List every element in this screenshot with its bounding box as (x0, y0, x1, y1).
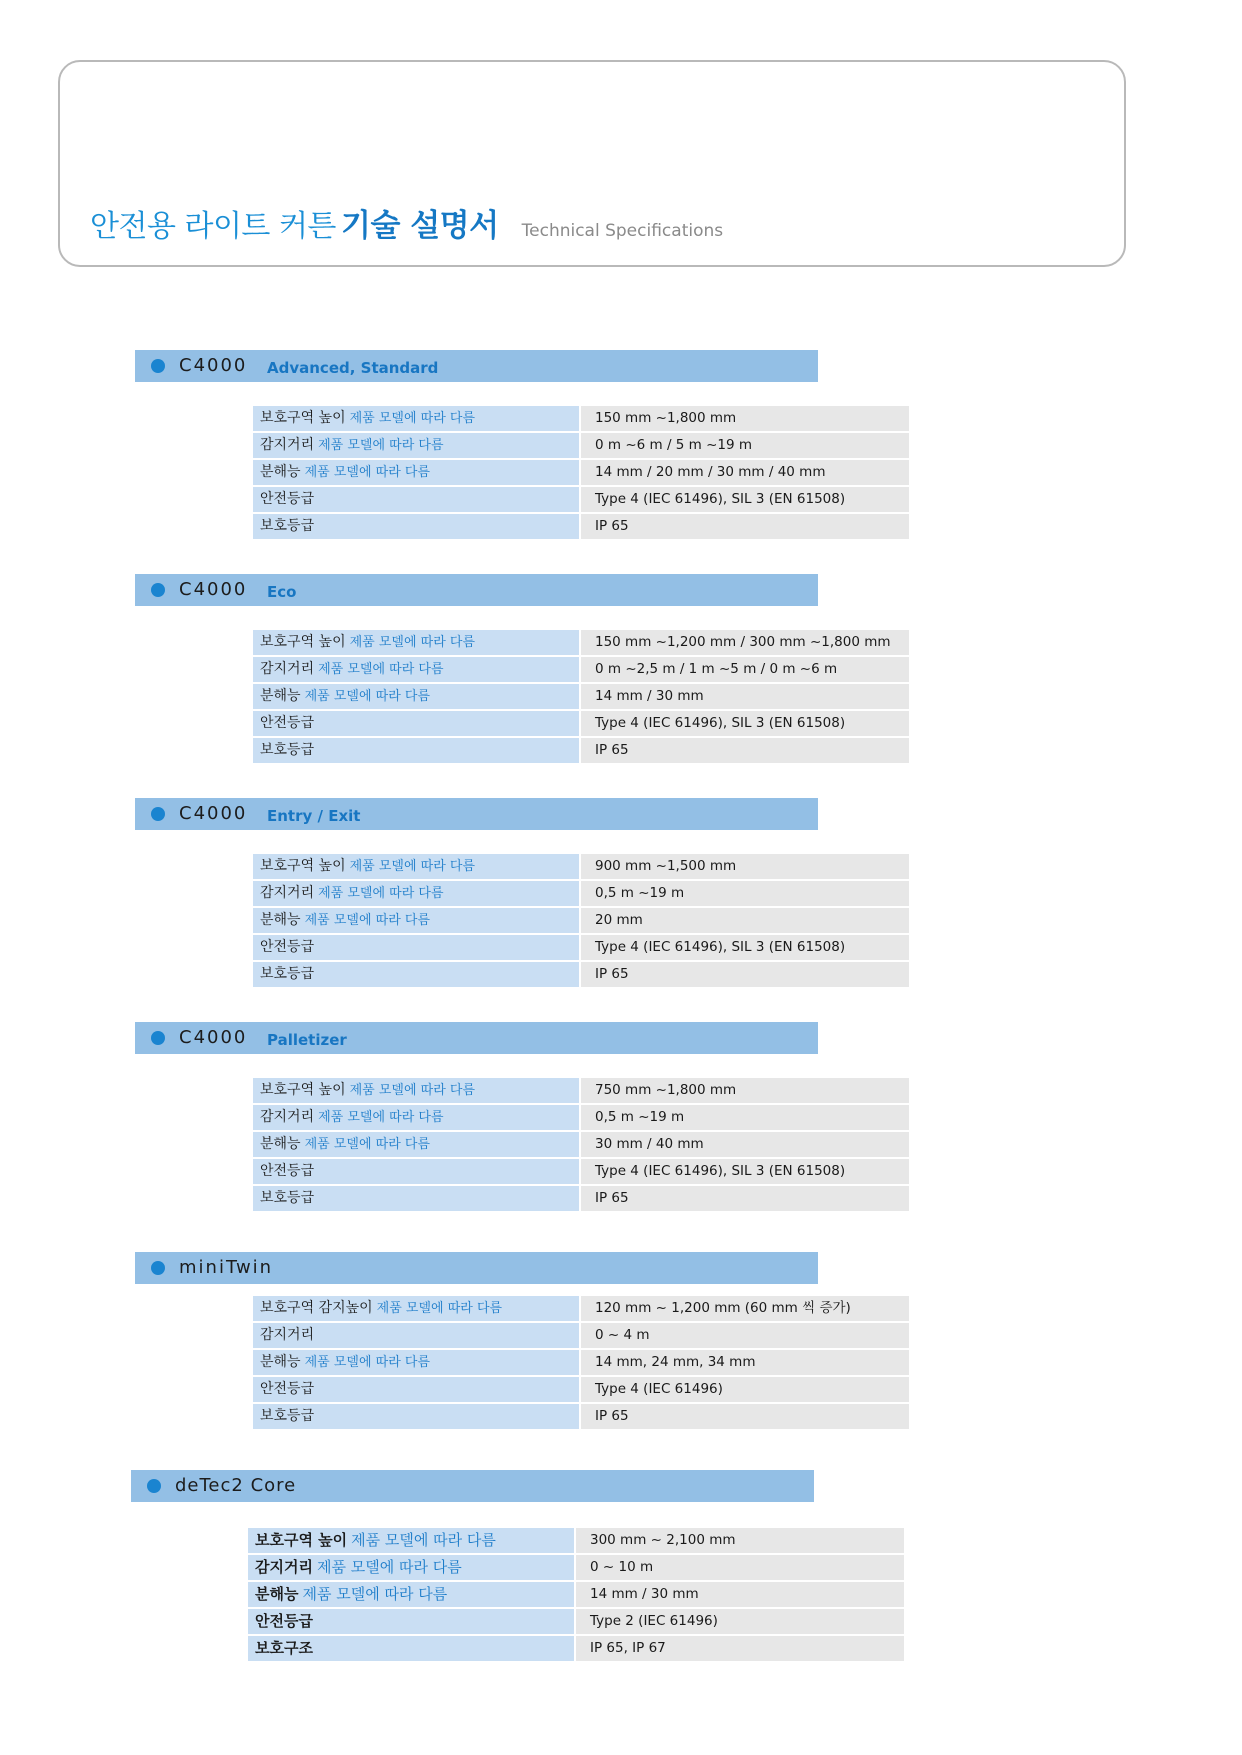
spec-label-cell (253, 738, 579, 763)
spec-value: 120 mm ~ 1,200 mm (60 mm 씩 증가) (581, 1296, 909, 1321)
bullet-dot-icon (151, 1031, 165, 1045)
spec-label: 안전등급 (260, 939, 315, 955)
header-box (58, 60, 1126, 267)
section-title: C4000 (179, 355, 248, 376)
table-row (253, 630, 909, 657)
spec-note: 제품 모델에 따라 다름 (318, 438, 444, 453)
spec-value: IP 65 (581, 1404, 909, 1429)
spec-label-cell (248, 1555, 574, 1580)
spec-table (248, 1528, 904, 1663)
table-row (253, 962, 909, 989)
spec-label: 안전등급 (260, 1163, 315, 1179)
section-title: miniTwin (179, 1257, 274, 1278)
spec-table (253, 630, 909, 765)
title-main: 안전용 라이트 커튼 (90, 209, 336, 244)
spec-label-cell (248, 1582, 574, 1607)
spec-note: 제품 모델에 따라 다름 (302, 1585, 448, 1603)
table-row (253, 684, 909, 711)
section-header-bar (135, 1022, 818, 1054)
spec-value: IP 65 (581, 738, 909, 763)
spec-label-cell (253, 1132, 579, 1157)
table-row (253, 1078, 909, 1105)
spec-note: 제품 모델에 따라 다름 (318, 1110, 444, 1125)
spec-note: 제품 모델에 따라 다름 (304, 913, 430, 928)
spec-value: 0,5 m ~19 m (581, 1105, 909, 1130)
spec-table (253, 1296, 909, 1431)
spec-label-cell (248, 1609, 574, 1634)
spec-label: 보호구역 높이 (255, 1531, 348, 1549)
table-row (253, 1350, 909, 1377)
spec-note: 제품 모델에 따라 다름 (318, 662, 444, 677)
spec-note: 제품 모델에 따라 다름 (376, 1301, 503, 1316)
section-header-bar (135, 798, 818, 830)
table-row (253, 854, 909, 881)
spec-label-cell (248, 1528, 574, 1553)
spec-note: 제품 모델에 따라 다름 (351, 1531, 496, 1549)
spec-value: Type 2 (IEC 61496) (576, 1609, 904, 1634)
spec-value: 20 mm (581, 908, 909, 933)
spec-label: 보호구역 높이 (260, 858, 346, 874)
spec-label-cell (253, 630, 579, 655)
spec-label-cell (253, 1186, 579, 1211)
spec-label: 보호구역 감지높이 (260, 1300, 373, 1316)
bullet-dot-icon (151, 807, 165, 821)
section-title: C4000 (179, 803, 248, 824)
spec-label: 분해능 (260, 1354, 301, 1370)
bullet-dot-icon (151, 1261, 165, 1275)
spec-value: IP 65 (581, 514, 909, 539)
spec-value: 30 mm / 40 mm (581, 1132, 909, 1157)
table-row (253, 1159, 909, 1186)
spec-label: 감지거리 (260, 1327, 315, 1343)
spec-label-cell (253, 657, 579, 682)
spec-label-cell (253, 1159, 579, 1184)
table-row (253, 1296, 909, 1323)
table-row (248, 1528, 904, 1555)
spec-value: 0,5 m ~19 m (581, 881, 909, 906)
spec-note: 제품 모델에 따라 다름 (304, 465, 430, 480)
spec-value: IP 65, IP 67 (576, 1636, 904, 1661)
table-row (253, 1323, 909, 1350)
spec-label-cell (253, 881, 579, 906)
spec-value: 14 mm, 24 mm, 34 mm (581, 1350, 909, 1375)
section-header-bar (135, 574, 818, 606)
spec-value: IP 65 (581, 962, 909, 987)
table-row (253, 433, 909, 460)
section-subtitle: Palletizer (267, 1031, 347, 1049)
spec-label: 보호구역 높이 (260, 1082, 346, 1098)
section-title: C4000 (179, 579, 248, 600)
spec-label: 보호구조 (255, 1639, 313, 1657)
spec-label-cell (253, 1350, 579, 1375)
spec-label: 감지거리 (260, 885, 315, 901)
spec-label: 보호등급 (260, 518, 315, 534)
spec-label: 감지거리 (260, 661, 315, 677)
spec-note: 제품 모델에 따라 다름 (318, 886, 444, 901)
spec-label-cell (253, 1105, 579, 1130)
table-row (253, 460, 909, 487)
spec-label-cell (253, 1323, 579, 1348)
title-english: Technical Specifications (521, 221, 724, 241)
spec-table (253, 406, 909, 541)
table-row (253, 1105, 909, 1132)
table-row (253, 1132, 909, 1159)
spec-label: 감지거리 (260, 1109, 315, 1125)
spec-value: Type 4 (IEC 61496), SIL 3 (EN 61508) (581, 487, 909, 512)
spec-value: Type 4 (IEC 61496), SIL 3 (EN 61508) (581, 1159, 909, 1184)
page-title (90, 200, 723, 245)
spec-label-cell (253, 711, 579, 736)
spec-label-cell (253, 460, 579, 485)
spec-label: 분해능 (260, 912, 301, 928)
spec-note: 제품 모델에 따라 다름 (349, 635, 476, 650)
spec-note: 제품 모델에 따라 다름 (304, 1355, 430, 1370)
spec-label: 보호등급 (260, 742, 315, 758)
spec-label-cell (253, 1377, 579, 1402)
table-row (253, 738, 909, 765)
spec-label: 보호등급 (260, 1190, 315, 1206)
table-row (253, 711, 909, 738)
spec-label-cell (253, 433, 579, 458)
spec-value: 150 mm ~1,200 mm / 300 mm ~1,800 mm (581, 630, 909, 655)
spec-note: 제품 모델에 따라 다름 (304, 1137, 430, 1152)
table-row (248, 1609, 904, 1636)
spec-label-cell (253, 962, 579, 987)
table-row (248, 1636, 904, 1663)
spec-note: 제품 모델에 따라 다름 (316, 1558, 462, 1576)
spec-label: 분해능 (260, 464, 301, 480)
section-header-bar (135, 1252, 818, 1284)
spec-label: 분해능 (255, 1585, 299, 1603)
spec-note: 제품 모델에 따라 다름 (349, 1083, 476, 1098)
spec-value: IP 65 (581, 1186, 909, 1211)
spec-label: 보호등급 (260, 1408, 315, 1424)
spec-label-cell (253, 1296, 579, 1321)
spec-value: 900 mm ~1,500 mm (581, 854, 909, 879)
spec-value: 0 m ~2,5 m / 1 m ~5 m / 0 m ~6 m (581, 657, 909, 682)
spec-value: Type 4 (IEC 61496) (581, 1377, 909, 1402)
spec-value: 0 m ~6 m / 5 m ~19 m (581, 433, 909, 458)
spec-label-cell (253, 1078, 579, 1103)
spec-table (253, 854, 909, 989)
spec-value: 0 ~ 10 m (576, 1555, 904, 1580)
spec-label-cell (253, 487, 579, 512)
section-header-bar (131, 1470, 814, 1502)
section-title: C4000 (179, 1027, 248, 1048)
section-subtitle: Advanced, Standard (267, 359, 439, 377)
table-row (253, 487, 909, 514)
spec-value: Type 4 (IEC 61496), SIL 3 (EN 61508) (581, 935, 909, 960)
spec-label-cell (253, 935, 579, 960)
table-row (253, 514, 909, 541)
spec-label-cell (253, 854, 579, 879)
spec-label: 보호등급 (260, 966, 315, 982)
spec-label: 안전등급 (260, 715, 315, 731)
spec-value: 14 mm / 30 mm (576, 1582, 904, 1607)
spec-label: 안전등급 (260, 491, 315, 507)
spec-value: Type 4 (IEC 61496), SIL 3 (EN 61508) (581, 711, 909, 736)
spec-label-cell (253, 684, 579, 709)
table-row (253, 1186, 909, 1213)
spec-label: 보호구역 높이 (260, 410, 346, 426)
table-row (253, 406, 909, 433)
spec-value: 300 mm ~ 2,100 mm (576, 1528, 904, 1553)
spec-label: 분해능 (260, 688, 301, 704)
spec-label-cell (253, 514, 579, 539)
spec-label: 감지거리 (255, 1558, 313, 1576)
spec-label-cell (253, 908, 579, 933)
bullet-dot-icon (147, 1479, 161, 1493)
table-row (253, 908, 909, 935)
section-subtitle: Entry / Exit (267, 807, 361, 825)
table-row (253, 881, 909, 908)
section-title: deTec2 Core (175, 1475, 297, 1496)
spec-value: 750 mm ~1,800 mm (581, 1078, 909, 1103)
spec-value: 0 ~ 4 m (581, 1323, 909, 1348)
section-subtitle: Eco (267, 583, 297, 601)
spec-table (253, 1078, 909, 1213)
title-bold: 기술 설명서 (341, 208, 499, 244)
table-row (253, 657, 909, 684)
table-row (253, 1377, 909, 1404)
spec-label-cell (253, 406, 579, 431)
spec-label-cell (248, 1636, 574, 1661)
spec-label: 안전등급 (255, 1612, 313, 1630)
spec-note: 제품 모델에 따라 다름 (349, 859, 476, 874)
table-row (253, 935, 909, 962)
spec-note: 제품 모델에 따라 다름 (304, 689, 430, 704)
spec-label: 안전등급 (260, 1381, 315, 1397)
bullet-dot-icon (151, 359, 165, 373)
table-row (253, 1404, 909, 1431)
spec-value: 14 mm / 20 mm / 30 mm / 40 mm (581, 460, 909, 485)
spec-label-cell (253, 1404, 579, 1429)
spec-label: 감지거리 (260, 437, 315, 453)
spec-label: 분해능 (260, 1136, 301, 1152)
spec-value: 150 mm ~1,800 mm (581, 406, 909, 431)
section-header-bar (135, 350, 818, 382)
bullet-dot-icon (151, 583, 165, 597)
table-row (248, 1582, 904, 1609)
table-row (248, 1555, 904, 1582)
spec-value: 14 mm / 30 mm (581, 684, 909, 709)
spec-note: 제품 모델에 따라 다름 (349, 411, 476, 426)
spec-label: 보호구역 높이 (260, 634, 346, 650)
